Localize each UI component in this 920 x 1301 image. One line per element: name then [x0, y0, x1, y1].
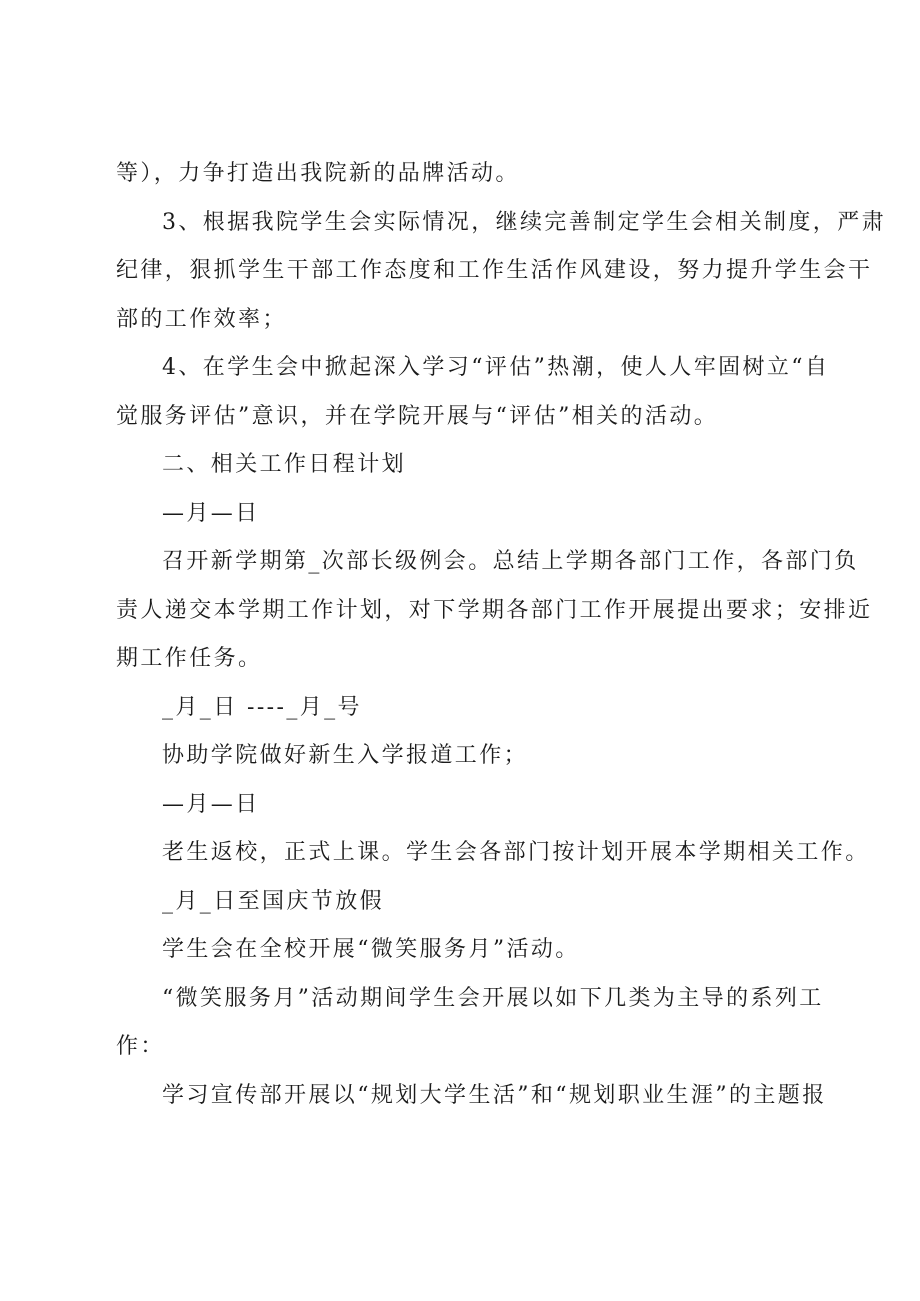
text-line: 学生会在全校开展“微笑服务月”活动。	[162, 937, 580, 962]
text-line: 作：	[116, 1034, 165, 1059]
date-line: —月—日	[162, 500, 260, 526]
text-line: 协助学院做好新生入学报道工作；	[162, 743, 529, 768]
text-line: 召开新学期第_次部长级例会。总结上学期各部门工作，各部门负	[162, 549, 859, 574]
text-line: 学习宣传部开展以“规划大学生活”和“规划职业生涯”的主题报	[162, 1082, 827, 1108]
text-line: “微笑服务月”活动期间学生会开展以如下几类为主导的系列工	[162, 985, 824, 1011]
text-line: 纪律，狠抓学生干部工作态度和工作生活作风建设，努力提升学生会干	[116, 258, 873, 283]
text-line: 老生返校，正式上课。学生会各部门按计划开展本学期相关工作。	[162, 840, 870, 865]
text-line: 等），力争打造出我院新的品牌活动。	[116, 161, 520, 186]
text-line: 期工作任务。	[116, 646, 263, 671]
text-line: 责人递交本学期工作计划，对下学期各部门工作开展提出要求；安排近	[116, 597, 873, 623]
document-body	[116, 150, 886, 1120]
date-line: —月—日	[162, 791, 260, 817]
date-line: _月_日至国庆节放假	[162, 888, 385, 914]
text-line: 4、在学生会中掀起深入学习“评估”热潮，使人人牢固树立“自	[162, 355, 830, 380]
text-line: 觉服务评估”意识，并在学院开展与“评估”相关的活动。	[116, 403, 719, 429]
text-line: 3、根据我院学生会实际情况，继续完善制定学生会相关制度，严肃	[162, 209, 886, 235]
date-line: _月_日 ----_月_号	[162, 694, 362, 720]
text-line: 部的工作效率；	[116, 306, 287, 332]
section-heading: 二、相关工作日程计划	[162, 452, 407, 477]
